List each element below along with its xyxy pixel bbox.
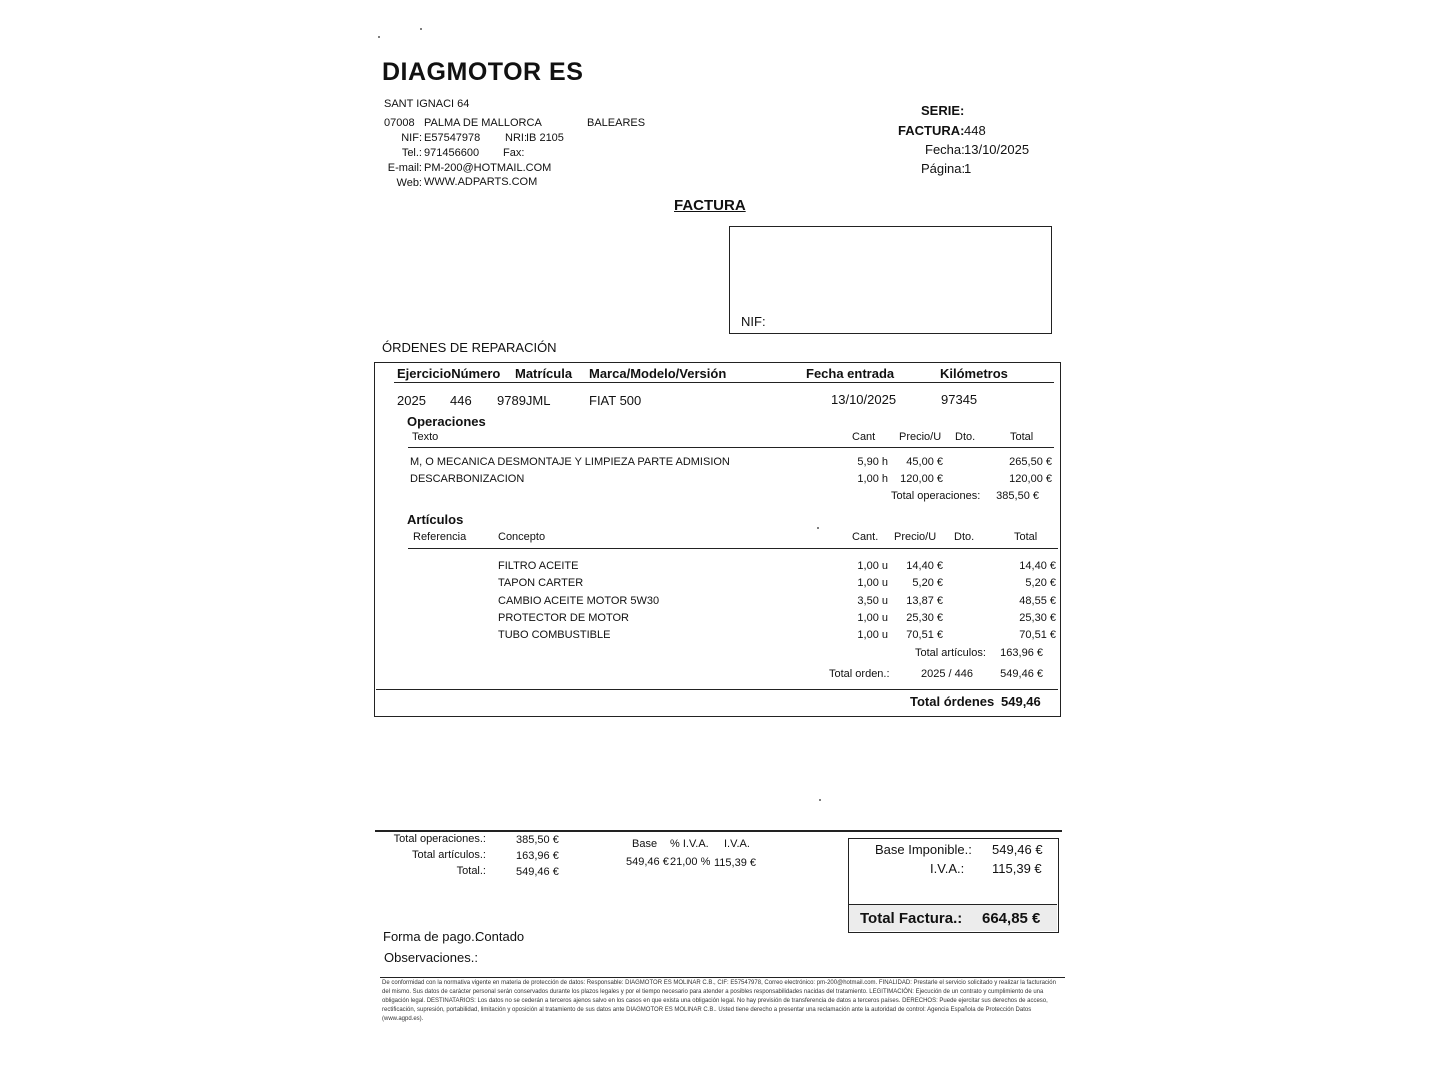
art-col-total: Total bbox=[1014, 531, 1038, 543]
order-header-rule bbox=[394, 382, 1054, 383]
art-row-cant: 1,00 u bbox=[857, 612, 888, 624]
art-row-concepto: TUBO COMBUSTIBLE bbox=[498, 629, 611, 641]
order-ejercicio: 2025 bbox=[397, 393, 426, 408]
art-header-rule bbox=[408, 548, 1058, 549]
fecha-label: Fecha: bbox=[925, 142, 965, 157]
op-col-dto: Dto. bbox=[955, 431, 976, 443]
op-col-texto: Texto bbox=[412, 431, 439, 443]
operaciones-title: Operaciones bbox=[407, 414, 486, 429]
art-row-total: 5,20 € bbox=[1025, 577, 1056, 589]
art-row-precio: 5,20 € bbox=[912, 577, 943, 589]
op-row-cant: 1,00 h bbox=[857, 473, 888, 485]
scan-speck bbox=[378, 36, 380, 38]
page-number: 1 bbox=[964, 161, 972, 176]
base-imponible-value: 549,46 € bbox=[992, 842, 1043, 857]
total-factura-value: 664,85 € bbox=[982, 910, 1041, 927]
total-ordenes-value: 549,46 bbox=[1001, 694, 1041, 709]
summary-rule bbox=[375, 830, 1062, 832]
forma-pago-value: Contado bbox=[475, 929, 525, 944]
sum-total-value: 549,46 € bbox=[516, 866, 559, 878]
order-matricula: 9789JML bbox=[497, 393, 551, 408]
tax-col-pct: % I.V.A. bbox=[670, 838, 709, 850]
customer-nif-label: NIF: bbox=[741, 314, 766, 329]
op-total-value: 385,50 € bbox=[996, 490, 1039, 502]
col-ejercicio-numero: EjercicioNúmero bbox=[397, 366, 501, 381]
op-col-total: Total bbox=[1010, 431, 1034, 443]
order-fecha-entrada: 13/10/2025 bbox=[831, 392, 897, 407]
art-total-label: Total artículos: bbox=[915, 647, 986, 659]
legal-notice: De conformidad con la normativa vigente en materia de protección de datos: Responsable: DIAGMOTOR ES MOLINAR C.B., CIF: E57547978, Correo electrónico: pm-200@hotmail.com. FINALIDAD: Prestarle el servicio solicitado y realizar la facturación del mismo. Sus datos de carácter personal serán conservados durante los plazos legales y por el tiempo necesario para atender a posibles responsabilidades nacidas del tratamiento. LEGITIMACIÓN: Ejecución de un contrato y cumplimiento de una obligación legal. DESTINATARIOS: Los datos no se cederán a terceros ajenos salvo en los casos en que exista una obligación legal. No hay previsión de transferencia de datos a terceros países. DERECHOS: Puede ejercitar sus derechos de acceso, rectificación, supresión, portabilidad, limitación y oposición al tratamiento de sus datos ante DIAGMOTOR ES MOLINAR C.B.. Usted tiene derecho a presentar una reclamación ante la autoridad de control: Agencia Española de Protección Datos (www.agpd.es). bbox=[382, 980, 1056, 1022]
web-label: Web: bbox=[396, 177, 422, 189]
scan-speck bbox=[817, 527, 819, 529]
order-km: 97345 bbox=[941, 392, 978, 407]
forma-pago-label: Forma de pago.: bbox=[383, 929, 479, 944]
company-nri: IB 2105 bbox=[526, 132, 564, 144]
op-row-texto: DESCARBONIZACION bbox=[410, 473, 525, 485]
op-row-precio: 45,00 € bbox=[906, 456, 943, 468]
total-orden-value: 549,46 € bbox=[1000, 668, 1043, 680]
art-row-total: 14,40 € bbox=[1019, 560, 1056, 572]
serie-label: SERIE: bbox=[921, 103, 965, 118]
order-numero: 446 bbox=[450, 393, 472, 408]
iva-label: I.V.A.: bbox=[930, 861, 965, 876]
company-web: WWW.ADPARTS.COM bbox=[424, 176, 538, 188]
op-row-total: 120,00 € bbox=[1009, 473, 1052, 485]
scan-speck bbox=[819, 799, 821, 801]
art-row-precio: 70,51 € bbox=[906, 629, 943, 641]
total-orden-label: Total orden.: bbox=[829, 668, 890, 680]
base-imponible-label: Base Imponible.: bbox=[875, 842, 972, 857]
op-row-texto: M, O MECANICA DESMONTAJE Y LIMPIEZA PARTE ADMISION bbox=[410, 456, 730, 468]
total-ordenes-label: Total órdenes bbox=[910, 694, 995, 709]
art-row-total: 48,55 € bbox=[1019, 595, 1056, 607]
art-col-cant: Cant. bbox=[852, 531, 879, 543]
factura-label: FACTURA: bbox=[898, 123, 965, 138]
art-col-dto: Dto. bbox=[954, 531, 975, 543]
op-row-precio: 120,00 € bbox=[900, 473, 943, 485]
company-nif: E57547978 bbox=[424, 132, 481, 144]
col-vehicle: Marca/Modelo/Versión bbox=[589, 366, 727, 381]
tax-col-iva: I.V.A. bbox=[724, 838, 750, 850]
legal-rule bbox=[380, 977, 1065, 978]
tel-label: Tel.: bbox=[401, 147, 422, 159]
op-row-total: 265,50 € bbox=[1009, 456, 1052, 468]
observaciones-label: Observaciones.: bbox=[384, 950, 478, 965]
art-row-cant: 1,00 u bbox=[857, 629, 888, 641]
op-row-cant: 5,90 h bbox=[857, 456, 888, 468]
company-city: PALMA DE MALLORCA bbox=[424, 117, 542, 129]
invoice-date: 13/10/2025 bbox=[964, 142, 1030, 157]
scan-speck bbox=[420, 28, 422, 30]
company-name: DIAGMOTOR ES bbox=[382, 58, 584, 86]
invoice-number: 448 bbox=[964, 123, 986, 138]
sum-total-label: Total.: bbox=[456, 865, 486, 877]
company-postal-code: 07008 bbox=[384, 117, 415, 129]
art-row-precio: 13,87 € bbox=[906, 595, 943, 607]
total-factura-label: Total Factura.: bbox=[860, 910, 963, 927]
email-label: E-mail: bbox=[387, 162, 422, 174]
company-address: SANT IGNACI 64 bbox=[384, 98, 470, 110]
order-vehicle: FIAT 500 bbox=[589, 393, 642, 408]
document-title: FACTURA bbox=[674, 197, 746, 214]
iva-value: 115,39 € bbox=[992, 861, 1042, 876]
art-row-precio: 25,30 € bbox=[906, 612, 943, 624]
sum-articulos-label: Total artículos.: bbox=[412, 849, 486, 861]
op-col-precio: Precio/U bbox=[899, 431, 942, 443]
col-km: Kilómetros bbox=[940, 366, 1008, 381]
company-tel: 971456600 bbox=[424, 147, 480, 159]
tax-pct-value: 21,00 % bbox=[670, 856, 711, 868]
orders-section-title: ÓRDENES DE REPARACIÓN bbox=[382, 340, 557, 355]
company-email: PM-200@HOTMAIL.COM bbox=[424, 162, 552, 174]
art-row-precio: 14,40 € bbox=[906, 560, 943, 572]
customer-box bbox=[729, 226, 1052, 334]
sum-operaciones-value: 385,50 € bbox=[516, 834, 559, 846]
art-total-value: 163,96 € bbox=[1000, 647, 1043, 659]
op-col-cant: Cant bbox=[852, 431, 876, 443]
orders-box-divider bbox=[376, 689, 1058, 690]
tax-iva-value: 115,39 € bbox=[714, 857, 757, 869]
art-row-concepto: TAPON CARTER bbox=[498, 577, 584, 589]
sum-operaciones-label: Total operaciones.: bbox=[393, 833, 486, 845]
art-row-total: 25,30 € bbox=[1019, 612, 1056, 624]
total-orden-ref: 2025 / 446 bbox=[921, 668, 973, 680]
art-col-concepto: Concepto bbox=[498, 531, 546, 543]
art-row-total: 70,51 € bbox=[1019, 629, 1056, 641]
op-total-label: Total operaciones: bbox=[891, 490, 981, 502]
art-row-concepto: FILTRO ACEITE bbox=[498, 560, 579, 572]
pagina-label: Página: bbox=[921, 161, 966, 176]
art-row-concepto: PROTECTOR DE MOTOR bbox=[498, 612, 629, 624]
art-col-referencia: Referencia bbox=[413, 531, 467, 543]
nri-label: NRI: bbox=[505, 132, 527, 144]
sum-articulos-value: 163,96 € bbox=[516, 850, 559, 862]
articulos-title: Artículos bbox=[407, 512, 464, 527]
fax-label: Fax: bbox=[503, 147, 525, 159]
art-row-cant: 1,00 u bbox=[857, 560, 888, 572]
art-col-precio: Precio/U bbox=[894, 531, 937, 543]
art-row-concepto: CAMBIO ACEITE MOTOR 5W30 bbox=[498, 595, 660, 607]
col-fecha-entrada: Fecha entrada bbox=[806, 366, 895, 381]
art-row-cant: 1,00 u bbox=[857, 577, 888, 589]
op-header-rule bbox=[408, 447, 1054, 448]
tax-base-value: 549,46 € bbox=[626, 856, 669, 868]
tax-col-base: Base bbox=[632, 838, 658, 850]
art-row-cant: 3,50 u bbox=[857, 595, 888, 607]
company-region: BALEARES bbox=[587, 117, 646, 129]
nif-label: NIF: bbox=[401, 132, 422, 144]
col-matricula: Matrícula bbox=[515, 366, 573, 381]
